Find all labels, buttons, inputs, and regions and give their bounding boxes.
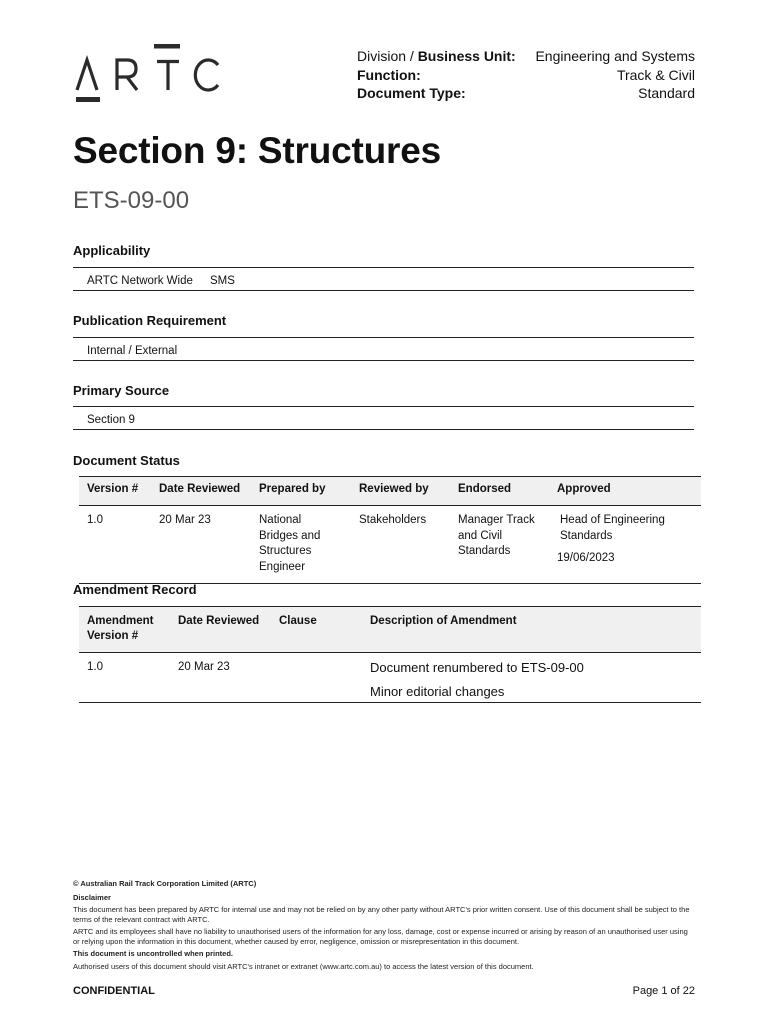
- amend-date: 20 Mar 23: [170, 653, 271, 703]
- function-label: Function:: [357, 66, 421, 83]
- division-row: [357, 47, 695, 66]
- publication-box: [73, 337, 694, 361]
- amend-desc-line1: Document renumbered to ETS-09-00: [370, 660, 584, 675]
- status-approved-cell: [549, 506, 701, 584]
- column-header: Prepared by: [251, 477, 351, 506]
- status-date: 20 Mar 23: [151, 506, 251, 584]
- division-value: Engineering and Systems: [535, 48, 695, 64]
- copyright: © Australian Rail Track Corporation Limited (ARTC): [73, 879, 257, 888]
- column-header: Date Reviewed: [170, 607, 271, 653]
- page-number: Page 1 of 22: [632, 985, 695, 997]
- status-prepared: National Bridges and Structures Engineer: [251, 506, 351, 584]
- document-meta: [357, 47, 695, 103]
- publication-heading: Publication Requirement: [73, 313, 227, 328]
- document-status-table: [79, 476, 701, 584]
- amend-description: [362, 653, 701, 703]
- artc-logo: [74, 44, 224, 104]
- table-header-row: [79, 607, 701, 653]
- status-approved-date: 19/06/2023: [557, 552, 615, 564]
- confidential-label: CONFIDENTIAL: [73, 985, 155, 997]
- authorised-notice: Authorised users of this document should visit ARTC's intranet or extranet (www.artc.com.au) to access the latest version of this document.: [73, 961, 534, 971]
- function-value: Track & Civil: [616, 66, 695, 83]
- amendment-record-table: [79, 606, 701, 703]
- function-row: [357, 66, 695, 85]
- amend-desc-line2: Minor editorial changes: [370, 684, 505, 699]
- table-row: [79, 506, 701, 584]
- primary-source-heading: Primary Source: [73, 383, 170, 398]
- applicability-value: ARTC Network Wide: [87, 275, 193, 287]
- amend-version: 1.0: [79, 653, 170, 703]
- doctype-value: Standard: [638, 85, 695, 101]
- status-approved: Head of Engineering Standards: [560, 514, 665, 542]
- column-header: Date Reviewed: [151, 477, 251, 506]
- column-header: Reviewed by: [351, 477, 450, 506]
- status-endorsed: Manager Track and Civil Standards: [450, 506, 549, 584]
- table-header-row: [79, 477, 701, 506]
- amendment-record-heading: Amendment Record: [73, 582, 197, 597]
- applicability-box: [73, 267, 694, 291]
- uncontrolled-notice: This document is uncontrolled when printed.: [73, 949, 234, 958]
- applicability-sms: SMS: [210, 275, 235, 287]
- amend-clause: [271, 653, 362, 703]
- disclaimer-heading: Disclaimer: [73, 892, 111, 902]
- column-header: Endorsed: [450, 477, 549, 506]
- column-header: Version #: [79, 477, 151, 506]
- doctype-label: Document Type:: [357, 85, 466, 101]
- primary-source-box: [73, 406, 694, 430]
- primary-source-value: Section 9: [87, 414, 135, 426]
- column-header: Description of Amendment: [362, 607, 701, 653]
- footer-disclaimer: [73, 879, 695, 974]
- division-label: Division / Business Unit:: [357, 48, 516, 64]
- column-header: Approved: [549, 477, 701, 506]
- document-status-heading: Document Status: [73, 453, 180, 468]
- column-header: Clause: [271, 607, 362, 653]
- status-version: 1.0: [79, 506, 151, 584]
- disclaimer-text-2: ARTC and its employees shall have no liability to unauthorised users of the information for any loss, damage, cost or expense incurred or arising by reason of an unauthorised user using or relying upon the information in this document, whether caused by error, negligence, omission or misrepresentation in this document.: [73, 927, 688, 946]
- page-title: Section 9: Structures: [73, 130, 441, 171]
- publication-value: Internal / External: [87, 345, 178, 357]
- doctype-row: [357, 84, 695, 103]
- disclaimer-text-1: This document has been prepared by ARTC for internal use and may not be relied on by any other party without ARTC's prior written consent. Use of this document shall be subject to the terms of the relevant contract with ARTC.: [73, 905, 690, 924]
- column-header: Amendment Version #: [79, 607, 170, 653]
- applicability-heading: Applicability: [73, 243, 151, 258]
- document-number: ETS-09-00: [73, 187, 190, 214]
- status-reviewed: Stakeholders: [351, 506, 450, 584]
- table-row: [79, 653, 701, 703]
